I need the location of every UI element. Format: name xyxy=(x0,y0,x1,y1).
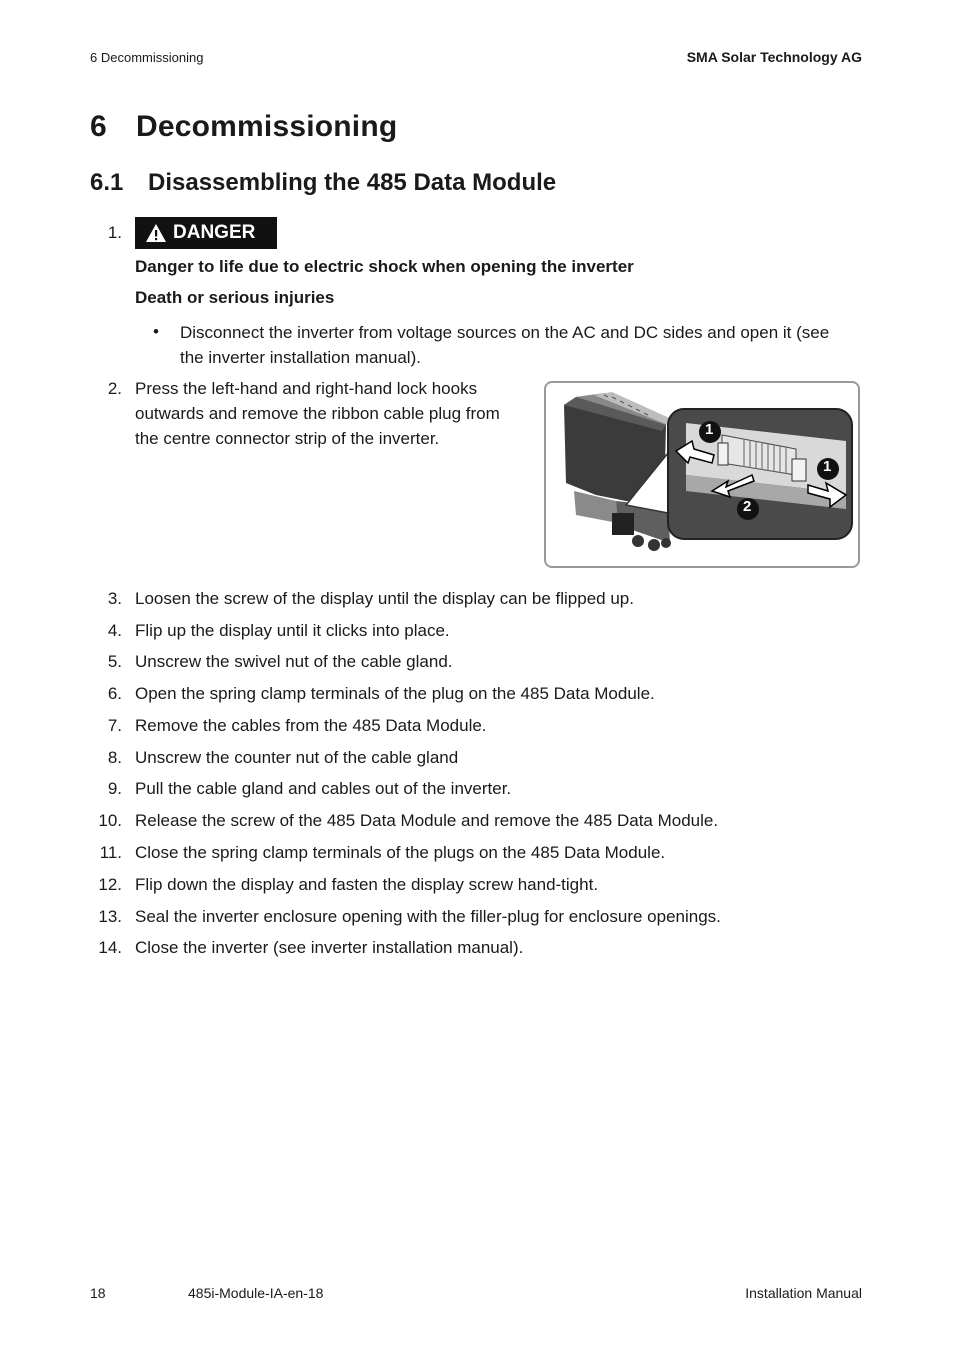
step-number: 12. xyxy=(98,875,122,894)
step-text: Close the inverter (see inverter installation manual). xyxy=(135,938,524,957)
step-number: 7. xyxy=(107,716,122,735)
step-7 xyxy=(107,713,487,738)
step-number: 2. xyxy=(107,379,122,398)
step-number: 13. xyxy=(98,907,122,926)
step-text: Release the screw of the 485 Data Module and remove the 485 Data Module. xyxy=(135,811,719,830)
section-number: 6.1 xyxy=(90,169,124,196)
danger-consequence: Death or serious injuries xyxy=(135,288,335,307)
step-2 xyxy=(107,376,525,451)
header-company: SMA Solar Technology AG xyxy=(686,49,862,65)
step-text: Unscrew the counter nut of the cable gland xyxy=(135,748,459,767)
step-11 xyxy=(99,840,666,865)
page-number: 18 xyxy=(90,1285,106,1301)
step-number: 14. xyxy=(98,938,122,957)
section-heading xyxy=(90,169,556,197)
warning-triangle-icon xyxy=(145,223,167,243)
step-number: 8. xyxy=(107,748,122,767)
bullet-icon: • xyxy=(153,322,159,341)
step-number: 5. xyxy=(107,652,122,671)
step-6 xyxy=(107,681,655,706)
chapter-heading xyxy=(90,110,397,144)
step-8 xyxy=(107,745,459,770)
step-text: Close the spring clamp terminals of the plugs on the 485 Data Module. xyxy=(135,843,666,862)
inverter-figure xyxy=(544,381,860,568)
inverter-illustration-icon xyxy=(546,383,858,566)
step-number: 6. xyxy=(107,684,122,703)
step-number: 3. xyxy=(107,589,122,608)
step-text: Flip down the display and fasten the display screw hand-tight. xyxy=(135,875,599,894)
step-text: Pull the cable gland and cables out of the inverter. xyxy=(135,779,512,798)
step-5 xyxy=(107,649,453,674)
section-title: Disassembling the 485 Data Module xyxy=(148,169,557,196)
step-text: Open the spring clamp terminals of the plug on the 485 Data Module. xyxy=(135,684,655,703)
step-text: Press the left-hand and right-hand lock hooks outwards and remove the ribbon cable plug from the centre connector strip of the inverter. xyxy=(135,379,500,448)
step-text: Flip up the display until it clicks into place. xyxy=(135,621,450,640)
danger-bullet: Disconnect the inverter from voltage sources on the AC and DC sides and open it (see the inverter installation manual). xyxy=(180,323,830,367)
step-14 xyxy=(98,935,524,960)
doc-code: 485i-Module-IA-en-18 xyxy=(188,1285,324,1301)
chapter-title: Decommissioning xyxy=(136,110,398,143)
danger-title: Danger to life due to electric shock when opening the inverter xyxy=(135,257,634,276)
step-number: 11. xyxy=(99,843,122,862)
chapter-number: 6 xyxy=(90,110,107,143)
step-number: 1. xyxy=(107,223,122,242)
danger-badge xyxy=(135,217,277,249)
step-number: 4. xyxy=(107,621,122,640)
step-number: 10. xyxy=(98,811,122,830)
danger-label: DANGER xyxy=(173,222,256,243)
step-text: Unscrew the swivel nut of the cable gland. xyxy=(135,652,453,671)
step-text: Seal the inverter enclosure opening with the filler-plug for enclosure openings. xyxy=(135,907,721,926)
step-13 xyxy=(98,904,721,929)
callout-1a: 1 xyxy=(705,421,714,438)
step-text: Remove the cables from the 485 Data Module. xyxy=(135,716,487,735)
step-4 xyxy=(107,618,450,643)
header-chapter: 6 Decommissioning xyxy=(90,50,204,65)
callout-1b: 1 xyxy=(823,458,832,475)
doc-type: Installation Manual xyxy=(745,1285,862,1301)
step-3 xyxy=(107,586,634,611)
step-number: 9. xyxy=(107,779,122,798)
step-12 xyxy=(98,872,599,897)
step-10 xyxy=(98,808,719,833)
callout-2: 2 xyxy=(743,498,752,515)
step-9 xyxy=(107,776,512,801)
step-text: Loosen the screw of the display until the display can be flipped up. xyxy=(135,589,634,608)
